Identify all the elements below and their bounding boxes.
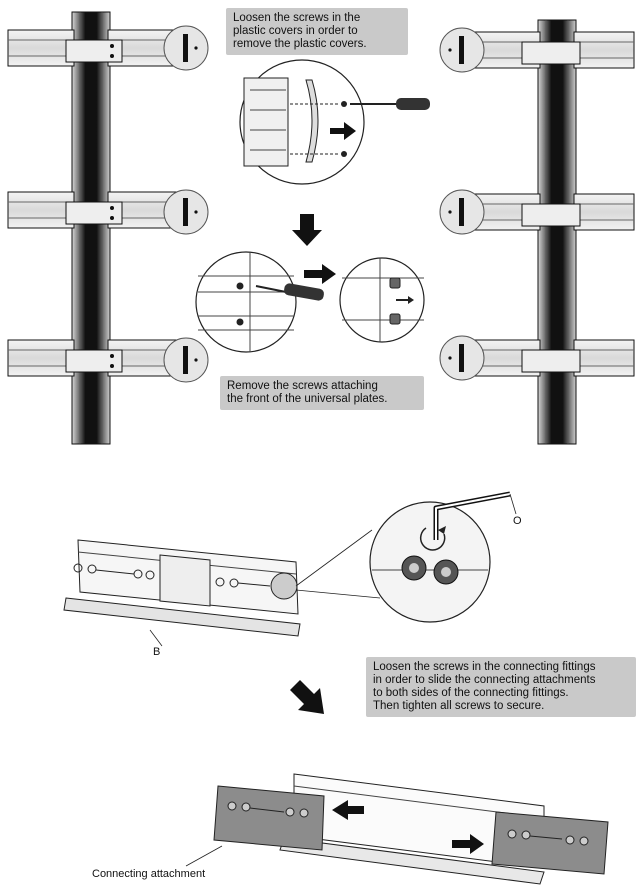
left-connecting-attachment bbox=[214, 786, 324, 850]
right-endcap-circle-top bbox=[440, 28, 484, 72]
left-post-assembly bbox=[8, 12, 208, 444]
connecting-attachment-label: Connecting attachment bbox=[92, 868, 206, 880]
right-connecting-attachment bbox=[492, 812, 608, 874]
fitting-zoom-circle bbox=[370, 494, 516, 622]
part-label-b: B bbox=[153, 646, 161, 658]
right-arrow-icon bbox=[304, 264, 336, 284]
left-endcap-circle-top bbox=[164, 26, 208, 70]
connecting-fitting-assembly bbox=[64, 494, 516, 646]
right-endcap-circle-bottom bbox=[440, 336, 484, 380]
plastic-cover-detail bbox=[240, 60, 430, 184]
right-post-assembly bbox=[440, 20, 634, 444]
instruction-callout-2: Remove the screws attaching the front of the universal plates. bbox=[220, 376, 424, 410]
left-endcap-circle-bottom bbox=[164, 338, 208, 382]
part-label-o: O bbox=[513, 515, 522, 527]
connecting-attachment-assembly bbox=[186, 774, 608, 884]
left-endcap-circle-middle bbox=[164, 190, 208, 234]
instruction-callout-1: Loosen the screws in the plastic covers in order to remove the plastic covers. bbox=[226, 8, 408, 55]
plate-screw-detail bbox=[196, 252, 424, 352]
down-arrow-icon bbox=[292, 214, 322, 246]
right-endcap-circle-middle bbox=[440, 190, 484, 234]
instruction-callout-3: Loosen the screws in the connecting fittings in order to slide the connecting attachments to both sides of the connecting fittings. Then tighten all screws to secure. bbox=[366, 657, 636, 717]
down-right-arrow-icon bbox=[290, 680, 324, 714]
